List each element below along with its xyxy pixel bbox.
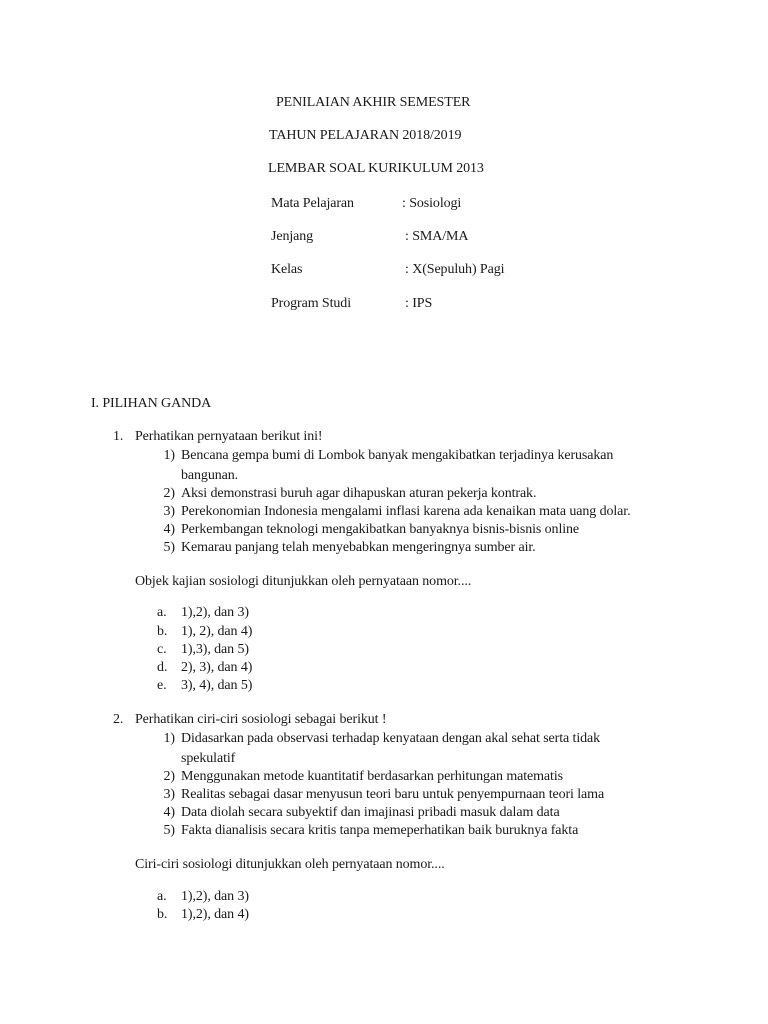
- statement-number: 3): [163, 787, 175, 802]
- option-letter: a.: [157, 889, 167, 904]
- program-value: : IPS: [405, 296, 433, 311]
- statement-number: 1): [163, 448, 175, 463]
- option-letter: c.: [157, 642, 167, 657]
- statement-number: 5): [163, 540, 175, 555]
- statement-text: Data diolah secara subyektif dan imajinasi pribadi masuk dalam data: [181, 805, 560, 820]
- statement-number: 2): [163, 769, 175, 784]
- statement-text: Fakta dianalisis secara kritis tanpa memeperhatikan baik buruknya fakta: [181, 823, 579, 838]
- statement-number: 4): [163, 522, 175, 537]
- statement-text-continued: spekulatif: [181, 751, 236, 766]
- statement-text: Didasarkan pada observasi terhadap kenyataan dengan akal sehat serta tidak: [181, 731, 601, 746]
- subject-label: Mata Pelajaran: [271, 196, 354, 211]
- statement-text: Perkembangan teknologi mengakibatkan banyaknya bisnis-bisnis online: [181, 522, 580, 537]
- question-text: Ciri-ciri sosiologi ditunjukkan oleh pernyataan nomor....: [135, 857, 445, 872]
- statement-text: Bencana gempa bumi di Lombok banyak mengakibatkan terjadinya kerusakan: [181, 448, 614, 463]
- question-number: 1.: [113, 429, 124, 444]
- statement-text-continued: bangunan.: [181, 468, 239, 483]
- exam-title: PENILAIAN AKHIR SEMESTER: [276, 95, 471, 110]
- sheet-title: LEMBAR SOAL KURIKULUM 2013: [268, 161, 484, 176]
- section-title: I. PILIHAN GANDA: [91, 396, 212, 411]
- question-number: 2.: [113, 712, 124, 727]
- option-text: 1),3), dan 5): [181, 642, 249, 657]
- statement-text: Menggunakan metode kuantitatif berdasarkan perhitungan matematis: [181, 769, 563, 784]
- class-value: : X(Sepuluh) Pagi: [405, 262, 505, 277]
- statement-number: 1): [163, 731, 175, 746]
- option-text: 1),2), dan 3): [181, 889, 249, 904]
- program-label: Program Studi: [271, 296, 351, 311]
- statement-number: 5): [163, 823, 175, 838]
- statement-text: Aksi demonstrasi buruh agar dihapuskan aturan pekerja kontrak.: [181, 486, 537, 501]
- statement-number: 4): [163, 805, 175, 820]
- statement-text: Kemarau panjang telah menyebabkan mengeringnya sumber air.: [181, 540, 536, 555]
- option-text: 1),2), dan 4): [181, 907, 249, 922]
- option-letter: e.: [157, 678, 167, 693]
- option-letter: b.: [157, 624, 168, 639]
- statement-text: Perekonomian Indonesia mengalami inflasi karena ada kenaikan mata uang dolar.: [181, 504, 631, 519]
- option-text: 1), 2), dan 4): [181, 624, 253, 639]
- academic-year: TAHUN PELAJARAN 2018/2019: [269, 128, 462, 143]
- option-text: 2), 3), dan 4): [181, 660, 253, 675]
- level-value: : SMA/MA: [405, 229, 469, 244]
- option-text: 1),2), dan 3): [181, 605, 249, 620]
- class-label: Kelas: [271, 262, 303, 277]
- statement-number: 2): [163, 486, 175, 501]
- question-prompt: Perhatikan pernyataan berikut ini!: [135, 429, 323, 444]
- statement-number: 3): [163, 504, 175, 519]
- question-text: Objek kajian sosiologi ditunjukkan oleh pernyataan nomor....: [135, 574, 472, 589]
- subject-value: : Sosiologi: [402, 196, 462, 211]
- option-text: 3), 4), dan 5): [181, 678, 253, 693]
- level-label: Jenjang: [271, 229, 314, 244]
- question-prompt: Perhatikan ciri-ciri sosiologi sebagai berikut !: [135, 712, 387, 727]
- option-letter: a.: [157, 605, 167, 620]
- statement-text: Realitas sebagai dasar menyusun teori baru untuk penyempurnaan teori lama: [181, 787, 605, 802]
- option-letter: d.: [157, 660, 168, 675]
- option-letter: b.: [157, 907, 168, 922]
